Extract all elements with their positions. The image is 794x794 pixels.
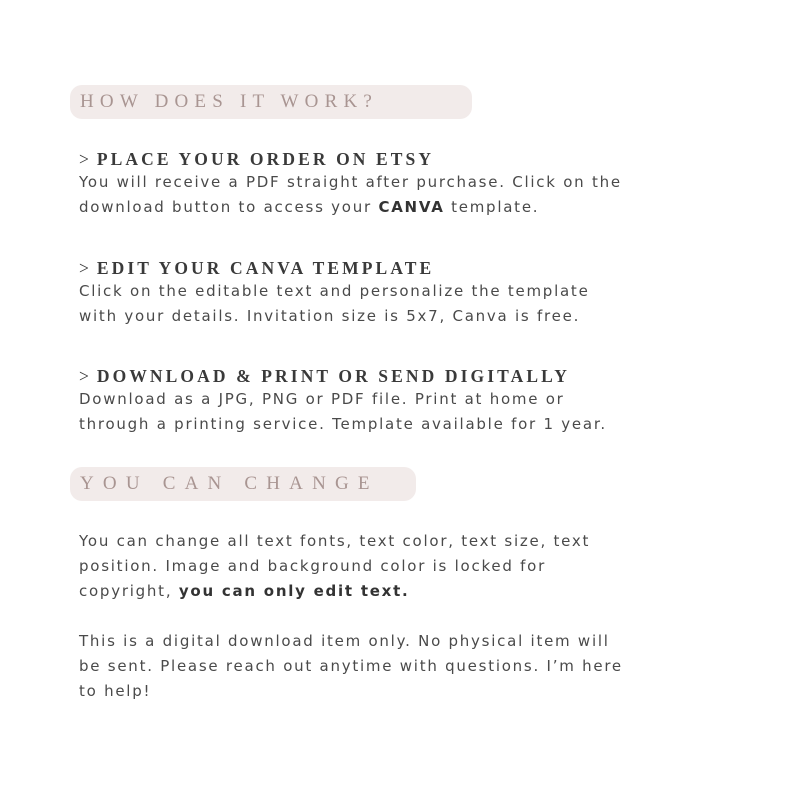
step-arrow: > [79,366,89,386]
you-can-change-header [70,467,416,501]
step-download-print [79,365,739,437]
digital-download-notice [79,629,739,704]
step-description [79,279,739,329]
step-line: Download as a JPG, PNG or PDF file. Print at home or [79,390,565,408]
step-description [79,387,739,437]
step-line: with your details. Invitation size is 5x7, Canva is free. [79,307,581,325]
step-line: Click on the editable text and personalize the template [79,282,590,300]
canva-emphasis: CANVA [378,198,445,216]
step-heading [79,257,739,279]
step-line-text: download button to access your [79,198,379,216]
step-line [79,195,739,220]
you-can-change-title: YOU CAN CHANGE [80,473,379,494]
step-heading-text: EDIT YOUR CANVA TEMPLATE [96,258,435,278]
step-line: You will receive a PDF straight after purchase. Click on the [79,173,622,191]
paragraph-line: be sent. Please reach out anytime with questions. I’m here [79,657,623,675]
paragraph-line: position. Image and background color is locked for [79,557,547,575]
step-line: through a printing service. Template available for 1 year. [79,415,607,433]
step-heading [79,148,739,170]
step-edit-template [79,257,739,329]
step-arrow: > [79,258,89,278]
step-heading [79,365,739,387]
paragraph-line: to help! [79,682,152,700]
paragraph-line [79,579,739,604]
paragraph-line: You can change all text fonts, text color, text size, text [79,532,591,550]
how-it-works-header [70,85,472,119]
how-it-works-title: HOW DOES IT WORK? [80,91,379,112]
change-description [79,529,739,604]
edit-text-emphasis: you can only edit text. [178,582,410,600]
step-arrow: > [79,149,89,169]
step-description [79,170,739,220]
step-heading-text: DOWNLOAD & PRINT OR SEND DIGITALLY [96,366,570,386]
step-heading-text: PLACE YOUR ORDER ON ETSY [96,149,435,169]
step-line-text: template. [444,198,540,216]
paragraph-line-text: copyright, [79,582,179,600]
paragraph-line: This is a digital download item only. No physical item will [79,632,610,650]
step-place-order [79,148,739,220]
